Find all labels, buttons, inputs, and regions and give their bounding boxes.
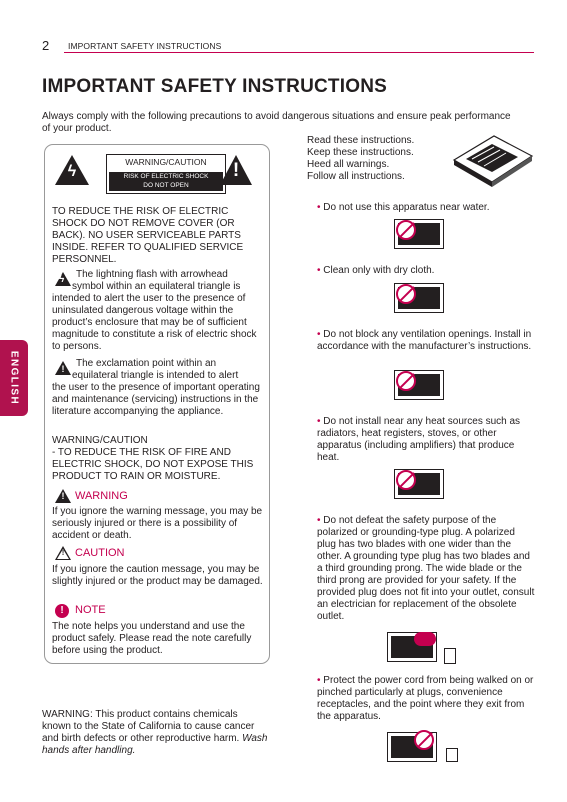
no-block-vent-icon	[396, 371, 416, 391]
cord-outlet-icon	[446, 748, 458, 762]
california-lead: WARNING	[42, 709, 90, 720]
bullet-ventilation-text: Do not block any ventilation openings. Install in accordance with the manufacturer’s instructions.	[317, 329, 532, 352]
bullet-clean	[317, 265, 535, 277]
plug-warning-icon	[414, 632, 436, 646]
running-title: IMPORTANT SAFETY INSTRUCTIONS	[68, 41, 222, 51]
language-tab	[0, 340, 28, 416]
manual-book-icon	[452, 132, 534, 190]
small-lightning-glyph: ϟ	[59, 274, 65, 285]
wc-text: - TO REDUCE THE RISK OF FIRE AND ELECTRIC SHOCK, DO NOT EXPOSE THIS PRODUCT TO RAIN OR MOISTURE.	[52, 447, 254, 482]
bullet-heat	[317, 416, 535, 464]
shock-label-line1: RISK OF ELECTRIC SHOCK	[123, 173, 209, 180]
lightning-para-b: symbol within an equilateral triangle is	[72, 281, 241, 292]
warning-caution-label-box	[106, 154, 226, 194]
california-warning	[42, 709, 268, 757]
language-tab-label: ENGLISH	[8, 350, 20, 406]
bullet-dot: •	[317, 416, 324, 427]
exclaim-para-c: the user to the presence of important operating and maintenance (servicing) instructions in the literature accompanying the appliance.	[52, 382, 260, 417]
bullet-ventilation	[317, 329, 535, 353]
wc-heading: WARNING/CAUTION	[52, 435, 148, 446]
header-rule	[64, 52, 534, 53]
warning-caution-label: WARNING/CAUTION	[125, 157, 207, 167]
warning-icon-glyph: !	[61, 491, 65, 501]
read-line-2: Keep these instructions.	[307, 147, 414, 158]
intro-text: Always comply with the following precautions to avoid dangerous situations and ensure peak performance of your product.	[42, 111, 511, 134]
note-icon: !	[55, 604, 69, 618]
bullet-cord	[317, 675, 535, 723]
exclamation-glyph: !	[232, 160, 240, 181]
note-heading: NOTE	[75, 604, 106, 616]
warning-heading: WARNING	[75, 490, 128, 502]
bullet-dot: •	[317, 675, 324, 686]
no-pinch-cord-icon	[414, 730, 434, 750]
bullet-dot: •	[317, 202, 324, 213]
risk-text: TO REDUCE THE RISK OF ELECTRIC SHOCK DO NOT REMOVE COVER (OR BACK). NO USER SERVICEABLE PARTS INSIDE. REFER TO QUALIFIED SERVICE PERSONNEL.	[52, 206, 244, 265]
read-line-1: Read these instructions.	[307, 135, 415, 146]
california-text: : This product contains chemicals known to the State of California to cause cancer and birth defects or other reproductive harm.	[42, 709, 255, 744]
no-wet-cloth-icon	[396, 284, 416, 304]
bullet-cord-text: Protect the power cord from being walked on or pinched particularly at plugs, convenience receptacles, and the point where they exit from the apparatus.	[317, 675, 534, 722]
exclaim-para-a: The exclamation point within an	[76, 358, 217, 369]
no-water-icon	[396, 220, 416, 240]
bullet-plug-text: Do not defeat the safety purpose of the polarized or grounding-type plug. A polarized plug has two blades with one wider than the other. A grounding type plug has two blades and a third grounding prong. The wide blade or the third prong are provided for your safety. If the provided plug does not fit into your outlet, consult an electrician for replacement of the obsolete outlet.	[317, 515, 535, 622]
caution-icon-glyph: !	[61, 550, 65, 557]
california-italic: Wash hands after handling.	[42, 733, 268, 756]
bullet-dot: •	[317, 265, 324, 276]
shock-label-line2: DO NOT OPEN	[143, 181, 189, 189]
read-block	[307, 135, 414, 183]
lightning-para-a: The lightning flash with arrowhead	[76, 269, 228, 280]
read-line-4: Follow all instructions.	[307, 171, 405, 182]
page-number: 2	[42, 38, 50, 53]
no-heat-icon	[396, 470, 416, 490]
bullet-dot: •	[317, 515, 324, 526]
note-text: The note helps you understand and use the product safely. Please read the note carefully before using the product.	[52, 621, 252, 656]
outlet-icon	[444, 648, 456, 664]
exclaim-para-b: equilateral triangle is intended to alert	[72, 370, 239, 381]
warning-text: If you ignore the warning message, you may be seriously injured or there is a possibility of accident or death.	[52, 506, 263, 541]
page-title: IMPORTANT SAFETY INSTRUCTIONS	[42, 76, 387, 97]
bullet-water	[317, 202, 535, 214]
bullet-water-text: Do not use this apparatus near water.	[323, 202, 490, 213]
lightning-para-c: intended to alert the user to the presence of uninsulated dangerous voltage within the product’s enclosure that may be of sufficient magnitude to constitute a risk of electric shock to persons.	[52, 293, 257, 352]
read-line-3: Heed all warnings.	[307, 159, 390, 170]
bullet-dot: •	[317, 329, 324, 340]
lightning-glyph: ϟ	[67, 163, 77, 180]
bullet-heat-text: Do not install near any heat sources such as radiators, heat registers, stoves, or other apparatus (including amplifiers) that produce heat.	[317, 416, 521, 463]
small-exclamation-glyph: !	[61, 364, 65, 374]
bullet-clean-text: Clean only with dry cloth.	[323, 265, 435, 276]
caution-text: If you ignore the caution message, you may be slightly injured or the product may be damaged.	[52, 564, 263, 587]
bullet-plug	[317, 515, 535, 623]
caution-heading: CAUTION	[75, 547, 125, 559]
shock-label	[109, 172, 223, 191]
